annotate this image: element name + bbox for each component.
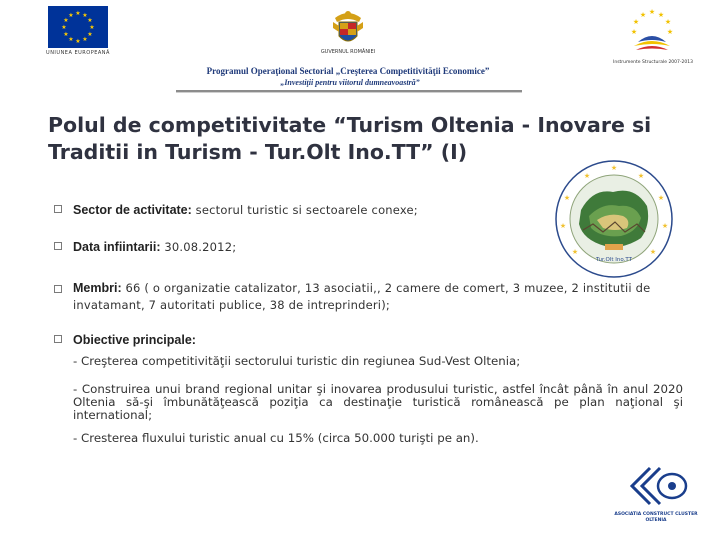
- svg-text:★: ★: [563, 194, 571, 202]
- members-value: 66 ( o organizatie catalizator, 13 asociatii,, 2 camere de comert, 3 muzee, 2 institutii de invatamant, 7 autoritati publice, 38 de intreprinderi);: [73, 281, 651, 312]
- program-motto: „Investiţii pentru viitorul dumneavoastră”: [280, 78, 420, 87]
- svg-text:★: ★: [63, 17, 69, 24]
- page-title-line-2: Traditii in Turism - Tur.Olt Ino.TT” (I): [48, 140, 468, 164]
- svg-text:★: ★: [583, 172, 591, 180]
- members-label: Membri:: [73, 281, 122, 295]
- svg-text:★: ★: [610, 164, 618, 172]
- inst-label: Instrumente Structurale 2007-2013: [613, 60, 693, 65]
- svg-text:★: ★: [637, 172, 645, 180]
- svg-text:★: ★: [666, 28, 674, 36]
- svg-text:★: ★: [657, 194, 665, 202]
- bullet-marker: [54, 205, 62, 213]
- svg-text:★: ★: [571, 248, 579, 256]
- svg-text:Tur.Olt Ino.TT: Tur.Olt Ino.TT: [595, 257, 633, 263]
- svg-text:★: ★: [639, 11, 647, 19]
- svg-text:★: ★: [657, 11, 665, 19]
- svg-text:★: ★: [661, 222, 669, 230]
- page-title-line-1: Polul de competitivitate “Turism Oltenia - Inovare si: [48, 113, 652, 137]
- sector-value: sectorul turistic si sectoarele conexe;: [191, 203, 418, 217]
- construct-cluster-oltenia-logo: [620, 462, 690, 512]
- objectives-row: [73, 329, 196, 348]
- bullet-marker: [54, 335, 62, 343]
- svg-text:★: ★: [649, 248, 657, 256]
- svg-text:★: ★: [664, 18, 672, 26]
- svg-text:★: ★: [75, 10, 81, 17]
- svg-text:★: ★: [648, 8, 656, 16]
- svg-text:★: ★: [63, 31, 69, 38]
- svg-text:★: ★: [559, 222, 567, 230]
- sector-label: Sector de activitate:: [73, 203, 192, 217]
- sector-row: [73, 199, 418, 218]
- objectives-label: Obiective principale:: [73, 333, 196, 347]
- program-title: Programul Operaţional Sectorial „Creşterea Competitivităţii Economice”: [206, 66, 490, 76]
- svg-text:★: ★: [630, 28, 638, 36]
- eu-label: UNIUNEA EUROPEANĂ: [46, 50, 110, 56]
- svg-text:★: ★: [82, 12, 88, 19]
- svg-text:★: ★: [68, 12, 74, 19]
- objective-item: - Construirea unui brand regional unitar şi inovarea produsului turistic, astfel încât până în anul 2020 Oltenia să-şi îmbunătăţească poziţia ca destinaţie turistică românească pe plan naţional şi international;: [73, 382, 683, 422]
- gov-label: GUVERNUL ROMÂNIEI: [320, 49, 376, 55]
- eu-flag-logo: [48, 6, 108, 48]
- svg-text:★: ★: [87, 31, 93, 38]
- date-value: 30.08.2012;: [160, 240, 237, 254]
- objective-item: - Cresterea fluxului turistic anual cu 15% (circa 50.000 turişti pe an).: [73, 431, 479, 445]
- members-row: [73, 279, 679, 313]
- romania-coat-of-arms-logo: [331, 8, 365, 48]
- date-row: [73, 236, 236, 255]
- svg-text:★: ★: [61, 24, 67, 31]
- bullet-marker: [54, 285, 62, 293]
- svg-text:★: ★: [75, 38, 81, 45]
- svg-text:★: ★: [632, 18, 640, 26]
- svg-text:★: ★: [68, 36, 74, 43]
- assoc-label: ASOCIATIA CONSTRUCT CLUSTER OLTENIA: [614, 512, 698, 523]
- bullet-marker: [54, 242, 62, 250]
- header-divider: [176, 90, 522, 93]
- structural-instruments-logo: [620, 8, 684, 62]
- date-label: Data infiintarii:: [73, 240, 161, 254]
- tur-olt-ino-tt-cluster-logo: [553, 158, 675, 280]
- svg-text:★: ★: [87, 17, 93, 24]
- objective-item: - Creşterea competitivităţii sectorului turistic din regiunea Sud-Vest Oltenia;: [73, 354, 521, 368]
- svg-text:★: ★: [89, 24, 95, 31]
- svg-text:★: ★: [82, 36, 88, 43]
